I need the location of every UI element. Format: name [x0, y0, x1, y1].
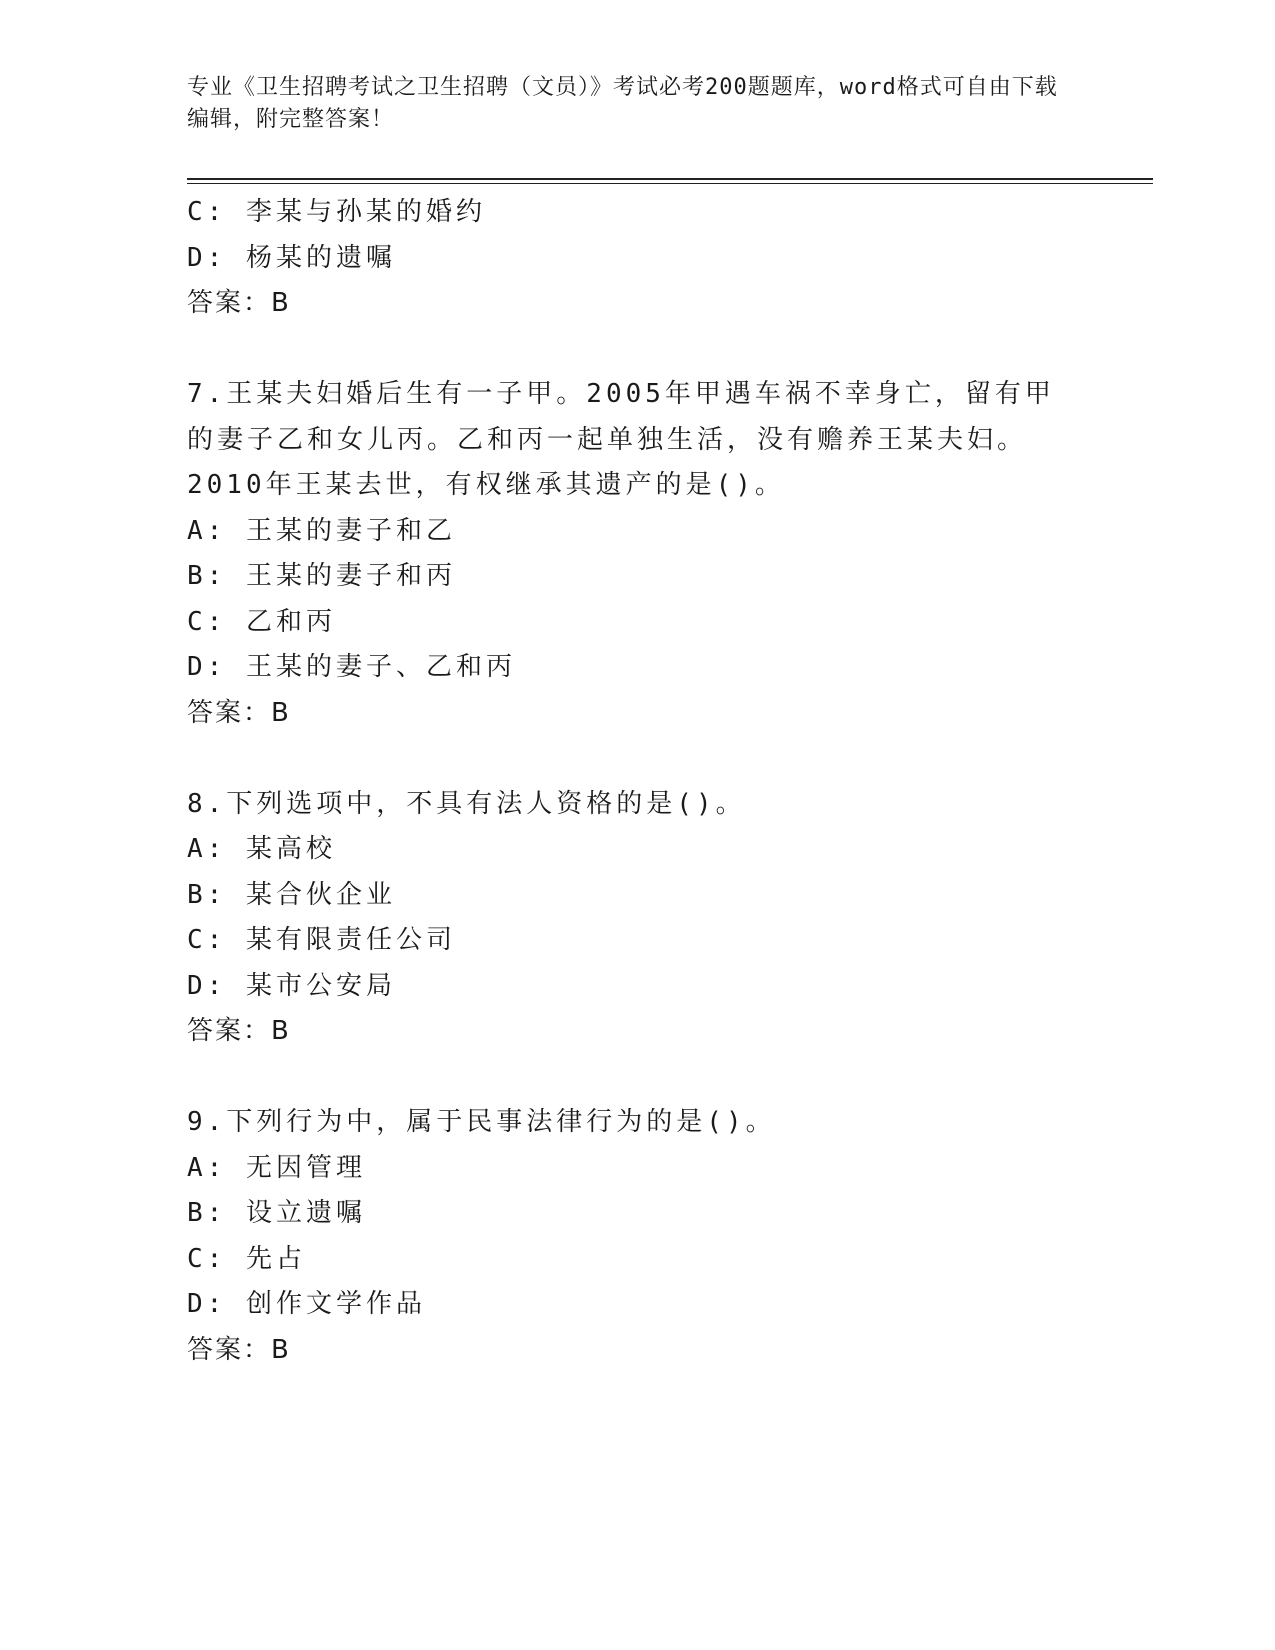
- option-c: C: 先占: [187, 1243, 306, 1274]
- option-c: C: 乙和丙: [187, 606, 336, 637]
- prev-question-tail: [187, 190, 1067, 327]
- option-d: D: 杨某的遗嘱: [187, 242, 396, 273]
- option-a: A: 无因管理: [187, 1152, 366, 1183]
- option-c: C: 某有限责任公司: [187, 925, 456, 955]
- question-text: 9.下列行为中，属于民事法律行为的是()。: [187, 1107, 776, 1137]
- option-a: A: 王某的妻子和乙: [187, 515, 456, 546]
- question-text: 8.下列选项中，不具有法人资格的是()。: [187, 788, 746, 819]
- question-text: 7.王某夫妇婚后生有一子甲。2005年甲遇车祸不幸身亡，留有甲的妻子乙和女儿丙。乙和丙一起单独生活，没有赡养王某夫妇。2010年王某去世，有权继承其遗产的是()。: [187, 379, 1055, 500]
- question-9: [187, 1100, 1067, 1373]
- question-8: [187, 782, 1067, 1055]
- option-b: B: 王某的妻子和丙: [187, 561, 456, 591]
- option-a: A: 某高校: [187, 834, 336, 864]
- answer-line: 答案：B: [187, 288, 291, 318]
- question-list: [187, 190, 1067, 1373]
- answer-line: 答案：B: [187, 1334, 291, 1365]
- option-b: B: 设立遗嘱: [187, 1198, 366, 1228]
- document-header: 专业《卫生招聘考试之卫生招聘（文员）》考试必考200题题库，word格式可自由下载编辑，附完整答案！: [187, 75, 1058, 132]
- header-divider-thin: [187, 183, 1153, 184]
- option-c: C: 李某与孙某的婚约: [187, 197, 486, 227]
- option-b: B: 某合伙企业: [187, 879, 396, 910]
- answer-line: 答案：B: [187, 697, 291, 728]
- question-7: [187, 372, 1067, 736]
- option-d: D: 创作文学作品: [187, 1289, 426, 1319]
- option-d: D: 王某的妻子、乙和丙: [187, 652, 516, 682]
- answer-line: 答案：B: [187, 1016, 291, 1046]
- option-d: D: 某市公安局: [187, 970, 396, 1001]
- header-divider-thick: [187, 178, 1153, 180]
